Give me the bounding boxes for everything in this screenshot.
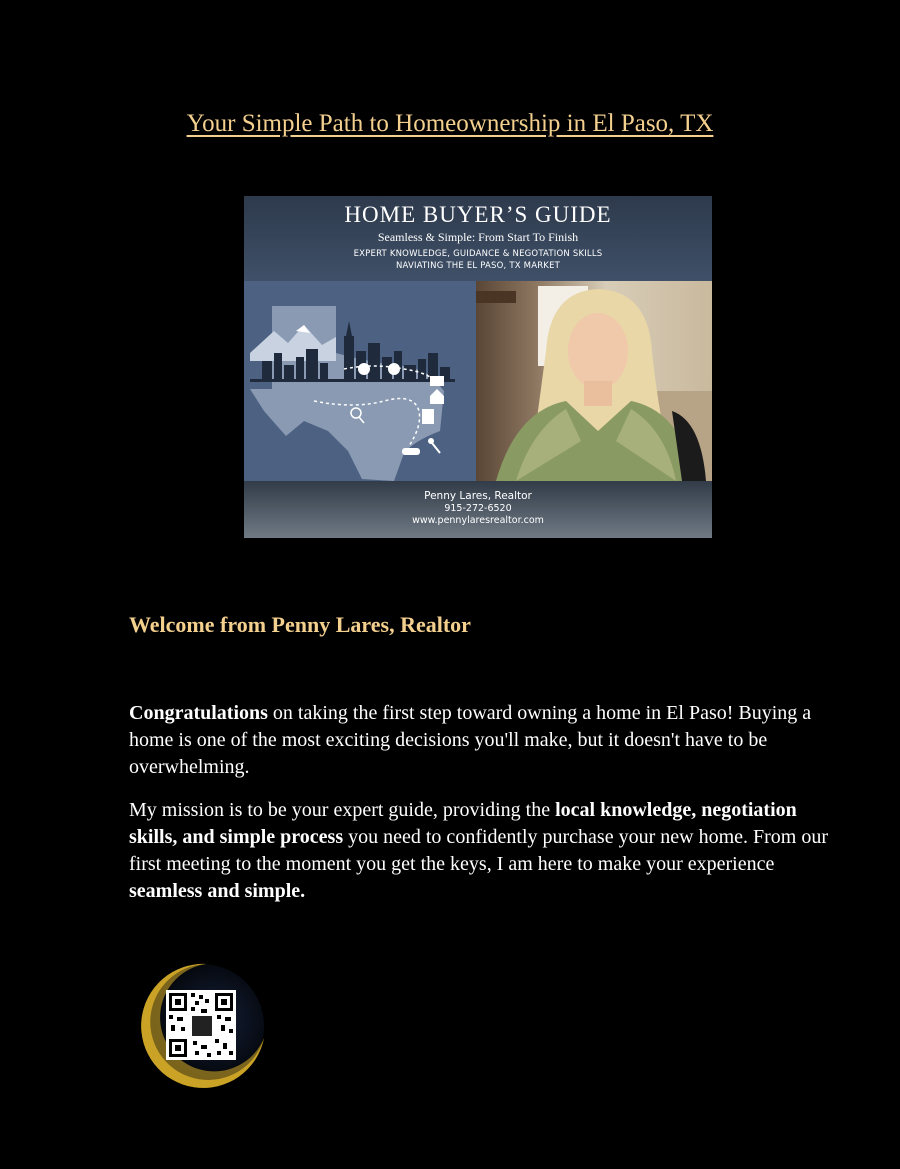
guide-title: HOME BUYER’S GUIDE [344,202,612,227]
qr-code-badge[interactable] [136,960,268,1092]
guide-subtitle: Seamless & Simple: From Start To Finish [377,230,579,244]
guide-footer-website: www.pennylaresrealtor.com [412,515,544,526]
mission-paragraph [129,797,829,905]
guide-line-1: EXPERT KNOWLEDGE, GUIDANCE & NEGOTATION SKILLS [353,249,603,259]
realtor-photo [476,281,712,481]
face [568,313,628,389]
congratulations-bold: Congratulations [129,702,268,724]
intro-paragraph [129,700,829,781]
intro-text: on taking the first step toward owning a home in El Paso! Buying a home is one of the most exciting decisions you'll make, but it doesn't have to be overwhelming. [129,702,812,778]
guide-footer-phone: 915-272-6520 [444,503,512,514]
guide-footer-name: Penny Lares, Realtor [424,490,532,502]
mission-bold-1: local knowledge, negotiation skills, and simple process [129,799,797,848]
welcome-heading: Welcome from Penny Lares, Realtor [129,612,471,637]
guide-header [244,196,712,281]
guide-line-2: NAVIATING THE EL PASO, TX MARKET [395,261,561,271]
page-title[interactable]: Your Simple Path to Homeownership in El Paso, TX [186,110,714,137]
qr-code-icon [166,990,236,1060]
texas-map-illustration [244,281,476,481]
mission-text-2: you need to confidently purchase your new home. From our first meeting to the moment you get the keys, I am here to make your experience [129,826,829,875]
home-buyers-guide-image [244,196,712,538]
mission-bold-2: seamless and simple. [129,880,306,902]
mission-text-1: My mission is to be your expert guide, providing the [129,799,556,821]
guide-footer [244,481,712,538]
